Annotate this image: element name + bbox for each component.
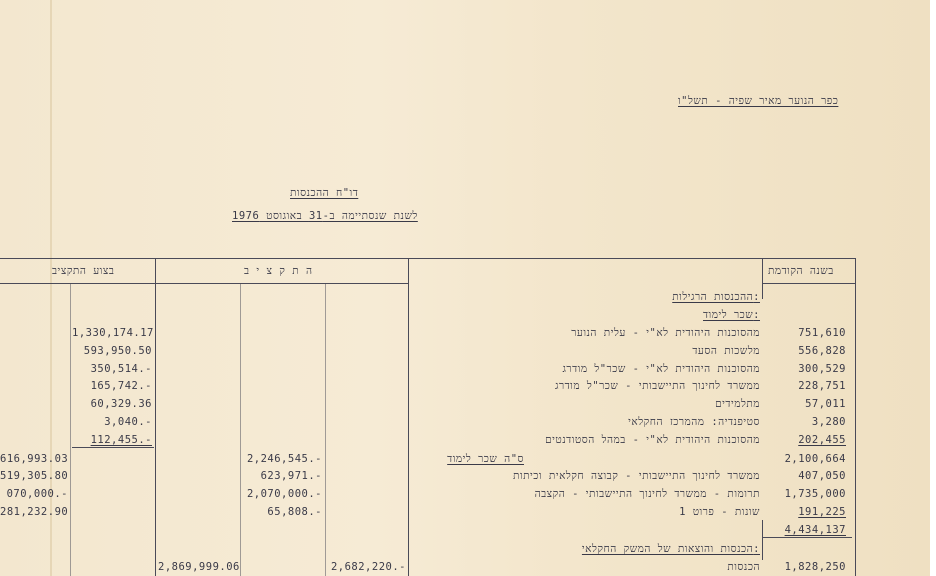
vrule-exec-a	[70, 284, 71, 576]
row-label: שכר לימוד:	[703, 309, 760, 321]
subtotal-rule	[72, 447, 154, 448]
row-label: ממשרד לחינוך התיישבותי - שכר"ל מודרג	[555, 380, 760, 392]
exec-detail-value: 2,869,999.06	[158, 561, 240, 573]
vrule-budget-a	[240, 284, 241, 576]
prev-value: 1,735,000	[784, 488, 846, 500]
period-line: לשנת שנסתיימה ב-31 באוגוסט 1976	[232, 210, 418, 222]
prev-value: 191,225	[798, 506, 846, 518]
report-title: דו"ח ההכנסות	[290, 187, 359, 199]
exec-detail-value: 350,514.-	[90, 363, 152, 375]
row-label: הכנסות	[727, 561, 760, 573]
col-execution: בצוע התקציב	[52, 265, 115, 277]
prev-value: 228,751	[798, 380, 846, 392]
exec-detail-value: 165,742.-	[90, 380, 152, 392]
budget-value: 623,971.-	[260, 470, 322, 482]
row-label: מהסוכנות היהודית לא"י - במהל הסטודנטים	[545, 434, 760, 446]
row-label: ההכנסות הרגילות:	[672, 291, 760, 303]
budget-value: 2,246,545.-	[246, 453, 322, 465]
vrule-budget-b	[408, 259, 409, 576]
row-label: ס"ה שכר לימוד	[447, 453, 524, 465]
exec-detail-value: 593,950.50	[83, 345, 152, 357]
exec-detail-value: 112,455.-	[90, 434, 152, 446]
col-previous-year: בשנה הקודמת	[768, 265, 834, 277]
prev-value: 407,050	[798, 470, 846, 482]
budget-value: 65,808.-	[267, 506, 322, 518]
prev-value: 300,529	[798, 363, 846, 375]
col-budget: ה ת ק צ י ב	[244, 265, 313, 277]
row-label: ממשרד לחינוך התיישבותי - קבוצה חקלאית וכיתות	[513, 470, 760, 482]
vrule-budget-mid	[325, 284, 326, 576]
exec-total-value: 519,305.80	[0, 470, 69, 482]
prev-total: 4,434,137	[784, 524, 846, 536]
page-edge	[930, 0, 936, 576]
table-header-rule	[0, 283, 408, 284]
row-label: מהסוכנות היהודית לא"י - עלית הנוער	[571, 327, 760, 339]
row-label: סטיפנדיה: מהמרכז החקלאי	[628, 416, 760, 428]
prev-header-rule	[762, 283, 856, 284]
prev-value: 751,610	[798, 327, 846, 339]
row-label: מלשכות הסעד	[692, 345, 760, 357]
exec-detail-value: 60,329.36	[90, 398, 152, 410]
prev-value: 2,100,664	[784, 453, 846, 465]
row-label: מתלמידים	[715, 398, 760, 410]
vrule-prev-right	[855, 259, 856, 576]
prev-value: 3,280	[811, 416, 846, 428]
prev-value: 1,828,250	[784, 561, 846, 573]
row-label: מהסוכנות היהודית לא"י - שכר"ל מודרג	[562, 363, 760, 375]
budget-value: 2,682,220.-	[330, 561, 406, 573]
prev-value: 556,828	[798, 345, 846, 357]
org-line: כפר הנוער מאיר שפיה - תשל"ו	[678, 95, 839, 107]
exec-total-value: 070,000.-	[6, 488, 68, 500]
prev-subtotal-rule	[762, 537, 852, 538]
label-divider	[762, 520, 763, 560]
exec-detail-value: 1,330,174.17	[72, 327, 154, 339]
row-label: שונות - פרוט 1	[679, 506, 760, 518]
row-label: תרומות - ממשרד לחינוך התיישבותי - הקצבה	[534, 488, 760, 500]
exec-total-value: 616,993.03	[0, 453, 69, 465]
exec-detail-value: 3,040.-	[104, 416, 152, 428]
table-top-rule	[0, 258, 856, 259]
budget-value: 2,070,000.-	[246, 488, 322, 500]
prev-value: 202,455	[798, 434, 846, 446]
prev-value: 57,011	[805, 398, 846, 410]
exec-total-value: 281,232.90	[0, 506, 69, 518]
vrule-exec-b	[155, 259, 156, 576]
row-label: הכנסות והוצאות של המשק החקלאי:	[581, 543, 760, 555]
vrule-prev-left	[762, 259, 763, 299]
